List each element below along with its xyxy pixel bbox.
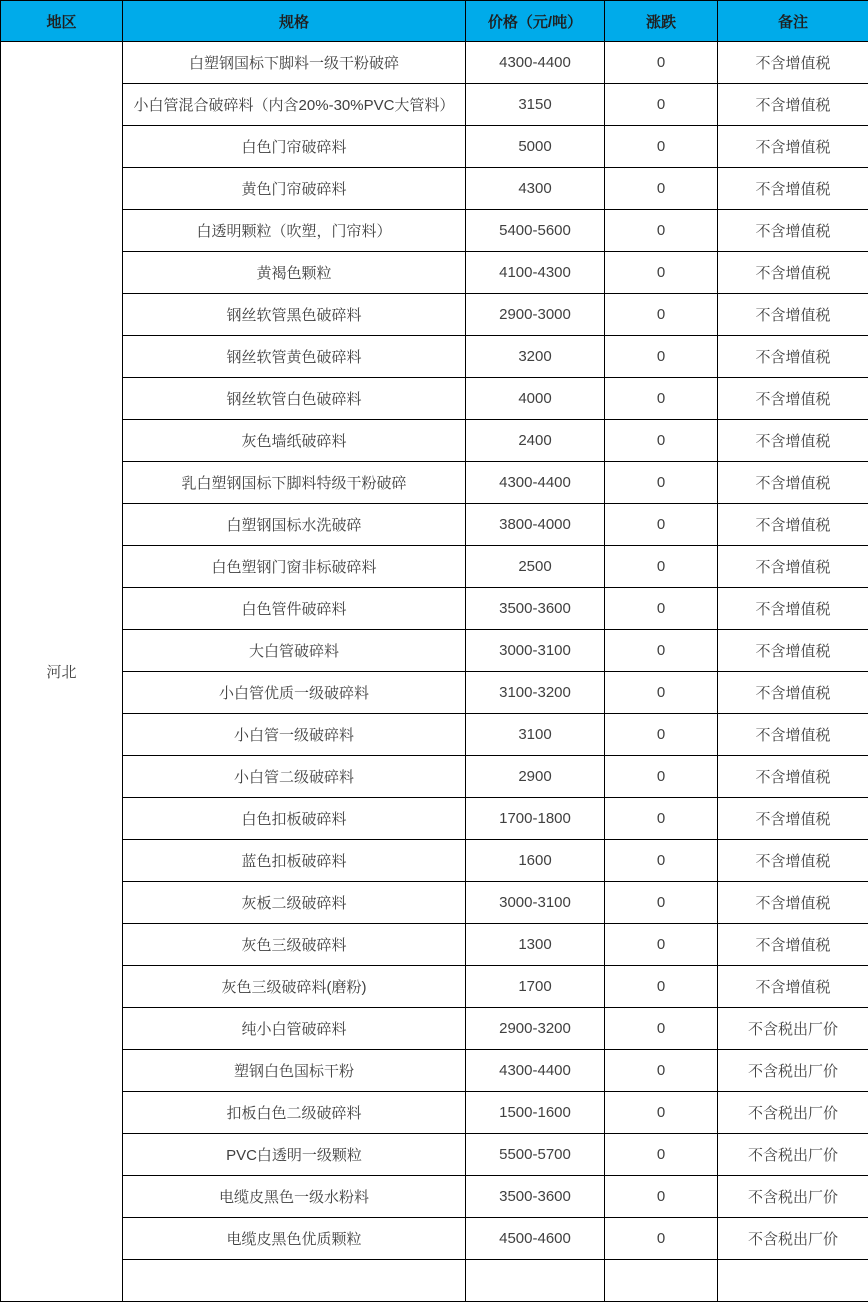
price-cell: 3500-3600 [466,1176,605,1218]
note-cell: 不含增值税 [718,378,868,420]
note-cell: 不含税出厂价 [718,1008,868,1050]
price-cell: 1300 [466,924,605,966]
spec-cell: PVC白透明一级颗粒 [123,1134,466,1176]
spec-cell: 乳白塑钢国标下脚料特级干粉破碎 [123,462,466,504]
note-cell: 不含增值税 [718,84,868,126]
change-cell: 0 [605,336,718,378]
price-cell: 3000-3100 [466,630,605,672]
note-cell: 不含增值税 [718,210,868,252]
note-cell: 不含增值税 [718,672,868,714]
spec-cell: 塑钢白色国标干粉 [123,1050,466,1092]
spec-cell: 白色塑钢门窗非标破碎料 [123,546,466,588]
spec-cell: 小白管混合破碎料（内含20%-30%PVC大管料） [123,84,466,126]
spec-cell: 小白管二级破碎料 [123,756,466,798]
note-cell: 不含增值税 [718,462,868,504]
spec-cell: 白色门帘破碎料 [123,126,466,168]
note-cell: 不含增值税 [718,924,868,966]
change-cell: 0 [605,672,718,714]
price-cell: 3100-3200 [466,672,605,714]
spec-cell: 纯小白管破碎料 [123,1008,466,1050]
spec-cell: 灰色三级破碎料 [123,924,466,966]
price-cell: 1600 [466,840,605,882]
spec-cell: 大白管破碎料 [123,630,466,672]
price-cell: 1700-1800 [466,798,605,840]
price-cell: 5000 [466,126,605,168]
spec-cell: 小白管一级破碎料 [123,714,466,756]
change-cell: 0 [605,504,718,546]
change-cell: 0 [605,1176,718,1218]
table-row [1,798,868,840]
price-cell: 1500-1600 [466,1092,605,1134]
table-row [1,336,868,378]
note-cell: 不含增值税 [718,798,868,840]
price-cell: 3200 [466,336,605,378]
note-cell: 不含增值税 [718,504,868,546]
change-cell: 0 [605,966,718,1008]
note-cell: 不含增值税 [718,126,868,168]
price-cell: 4300-4400 [466,462,605,504]
header-note: 备注 [718,1,868,42]
note-cell: 不含增值税 [718,630,868,672]
change-cell: 0 [605,126,718,168]
spec-cell [123,1260,466,1302]
note-cell: 不含税出厂价 [718,1050,868,1092]
spec-cell: 小白管优质一级破碎料 [123,672,466,714]
price-cell: 4500-4600 [466,1218,605,1260]
table-row [1,1176,868,1218]
note-cell: 不含增值税 [718,168,868,210]
table-row [1,630,868,672]
price-cell: 2900-3000 [466,294,605,336]
table-row [1,1008,868,1050]
table-row [1,420,868,462]
spec-cell: 黄色门帘破碎料 [123,168,466,210]
header-price: 价格（元/吨） [466,1,605,42]
price-cell [466,1260,605,1302]
table-row [1,1218,868,1260]
change-cell: 0 [605,252,718,294]
table-row [1,294,868,336]
table-row [1,210,868,252]
table-row [1,1134,868,1176]
table-row [1,588,868,630]
note-cell: 不含增值税 [718,588,868,630]
table-row [1,840,868,882]
header-row [1,1,868,42]
table-row [1,756,868,798]
spec-cell: 白色扣板破碎料 [123,798,466,840]
price-cell: 2900-3200 [466,1008,605,1050]
table-row [1,882,868,924]
spec-cell: 白塑钢国标水洗破碎 [123,504,466,546]
spec-cell: 黄褐色颗粒 [123,252,466,294]
table-row [1,462,868,504]
spec-cell: 蓝色扣板破碎料 [123,840,466,882]
region-cell: 河北 [1,42,123,1302]
change-cell: 0 [605,924,718,966]
change-cell: 0 [605,168,718,210]
note-cell: 不含增值税 [718,714,868,756]
table-row [1,504,868,546]
table-row [1,966,868,1008]
note-cell: 不含增值税 [718,294,868,336]
note-cell: 不含增值税 [718,882,868,924]
note-cell: 不含增值税 [718,840,868,882]
note-cell: 不含增值税 [718,336,868,378]
change-cell: 0 [605,798,718,840]
change-cell: 0 [605,882,718,924]
change-cell: 0 [605,1008,718,1050]
spec-cell: 白色管件破碎料 [123,588,466,630]
note-cell: 不含增值税 [718,756,868,798]
table-row [1,672,868,714]
table-row [1,168,868,210]
table-row [1,546,868,588]
note-cell [718,1260,868,1302]
spec-cell: 灰色三级破碎料(磨粉) [123,966,466,1008]
note-cell: 不含税出厂价 [718,1176,868,1218]
price-cell: 4000 [466,378,605,420]
price-cell: 2400 [466,420,605,462]
change-cell: 0 [605,546,718,588]
change-cell: 0 [605,1092,718,1134]
change-cell: 0 [605,210,718,252]
spec-cell: 电缆皮黑色优质颗粒 [123,1218,466,1260]
change-cell: 0 [605,420,718,462]
change-cell: 0 [605,756,718,798]
change-cell: 0 [605,1134,718,1176]
price-cell: 2500 [466,546,605,588]
change-cell: 0 [605,840,718,882]
spec-cell: 白透明颗粒（吹塑，门帘料） [123,210,466,252]
price-cell: 2900 [466,756,605,798]
spec-cell: 灰板二级破碎料 [123,882,466,924]
note-cell: 不含增值税 [718,42,868,84]
spec-cell: 白塑钢国标下脚料一级干粉破碎 [123,42,466,84]
spec-cell: 电缆皮黑色一级水粉料 [123,1176,466,1218]
price-cell: 3100 [466,714,605,756]
change-cell: 0 [605,378,718,420]
note-cell: 不含税出厂价 [718,1218,868,1260]
header-region: 地区 [1,1,123,42]
note-cell: 不含税出厂价 [718,1092,868,1134]
price-cell: 5400-5600 [466,210,605,252]
change-cell [605,1260,718,1302]
spec-cell: 灰色墙纸破碎料 [123,420,466,462]
table-row [1,252,868,294]
table-row [1,84,868,126]
spec-cell: 钢丝软管白色破碎料 [123,378,466,420]
change-cell: 0 [605,630,718,672]
price-cell: 3000-3100 [466,882,605,924]
price-cell: 5500-5700 [466,1134,605,1176]
table-row [1,1092,868,1134]
change-cell: 0 [605,1050,718,1092]
note-cell: 不含增值税 [718,966,868,1008]
table-row [1,126,868,168]
price-cell: 4300-4400 [466,1050,605,1092]
price-cell: 4100-4300 [466,252,605,294]
change-cell: 0 [605,462,718,504]
spec-cell: 钢丝软管黑色破碎料 [123,294,466,336]
change-cell: 0 [605,42,718,84]
note-cell: 不含税出厂价 [718,1134,868,1176]
price-cell: 3500-3600 [466,588,605,630]
price-cell: 1700 [466,966,605,1008]
price-cell: 3800-4000 [466,504,605,546]
table-body [1,42,868,1302]
table-row [1,42,868,84]
price-cell: 4300 [466,168,605,210]
note-cell: 不含增值税 [718,252,868,294]
spec-cell: 钢丝软管黄色破碎料 [123,336,466,378]
table-row [1,714,868,756]
header-change: 涨跌 [605,1,718,42]
price-cell: 3150 [466,84,605,126]
change-cell: 0 [605,588,718,630]
change-cell: 0 [605,294,718,336]
price-cell: 4300-4400 [466,42,605,84]
table-row [1,1050,868,1092]
note-cell: 不含增值税 [718,546,868,588]
table-row [1,378,868,420]
change-cell: 0 [605,84,718,126]
change-cell: 0 [605,1218,718,1260]
table-row [1,924,868,966]
note-cell: 不含增值税 [718,420,868,462]
table-row [1,1260,868,1302]
header-spec: 规格 [123,1,466,42]
change-cell: 0 [605,714,718,756]
spec-cell: 扣板白色二级破碎料 [123,1092,466,1134]
